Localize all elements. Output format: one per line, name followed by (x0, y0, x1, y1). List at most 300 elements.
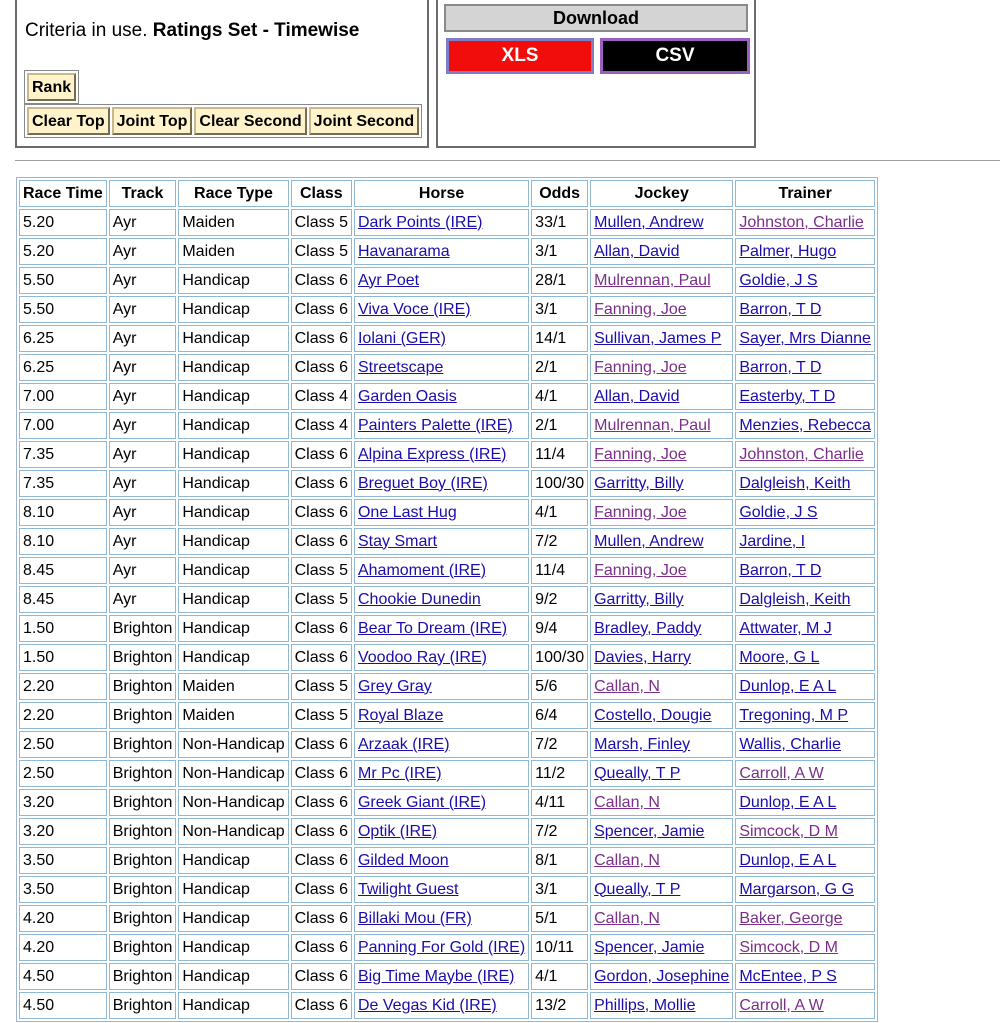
cell-race-type: Handicap (178, 586, 288, 613)
trainer-link[interactable]: Johnston, Charlie (739, 445, 864, 463)
horse-link[interactable]: Twilight Guest (357, 880, 459, 898)
trainer-link[interactable]: McEntee, P S (739, 967, 837, 985)
cell-race-time: 6.25 (19, 325, 107, 352)
cell-track: Ayr (109, 557, 177, 584)
cell-horse (354, 905, 529, 932)
table-row (19, 441, 875, 468)
table-row (19, 731, 875, 758)
header-class: Class (291, 180, 352, 207)
clear-top-button[interactable]: Clear Top (27, 107, 110, 135)
cell-race-time: 4.20 (19, 905, 107, 932)
cell-horse (354, 238, 529, 265)
cell-race-time: 3.50 (19, 876, 107, 903)
cell-track: Ayr (109, 528, 177, 555)
horse-link[interactable]: Havanarama (357, 242, 450, 260)
cell-odds: 4/11 (531, 789, 588, 816)
cell-track: Ayr (109, 267, 177, 294)
cell-jockey (590, 731, 733, 758)
download-panel (436, 0, 756, 148)
cell-class: Class 5 (291, 702, 352, 729)
cell-race-type: Handicap (178, 992, 288, 1019)
cell-jockey (590, 296, 733, 323)
cell-trainer (735, 934, 875, 961)
cell-trainer (735, 992, 875, 1019)
cell-class: Class 4 (291, 383, 352, 410)
header-horse: Horse (354, 180, 529, 207)
cell-trainer (735, 383, 875, 410)
cell-class: Class 5 (291, 586, 352, 613)
cell-trainer (735, 731, 875, 758)
header-odds: Odds (531, 180, 588, 207)
cell-jockey (590, 760, 733, 787)
jockey-link[interactable]: Queally, T P (594, 764, 681, 782)
cell-track: Brighton (109, 876, 177, 903)
table-row (19, 209, 875, 236)
cell-odds: 7/2 (531, 818, 588, 845)
cell-track: Ayr (109, 470, 177, 497)
jockey-link[interactable]: Fanning, Joe (594, 358, 687, 376)
cell-odds: 9/4 (531, 615, 588, 642)
trainer-link[interactable]: Baker, George (739, 909, 843, 927)
cell-race-type: Handicap (178, 934, 288, 961)
cell-jockey (590, 963, 733, 990)
horse-link[interactable]: Optik (IRE) (357, 822, 438, 840)
cell-class: Class 5 (291, 557, 352, 584)
criteria-panel (15, 0, 429, 148)
jockey-link[interactable]: Fanning, Joe (594, 300, 687, 318)
cell-track: Ayr (109, 296, 177, 323)
table-row (19, 702, 875, 729)
cell-odds: 5/1 (531, 905, 588, 932)
horse-link[interactable]: Arzaak (IRE) (357, 735, 450, 753)
jockey-link[interactable]: Mullen, Andrew (594, 532, 704, 550)
trainer-link[interactable]: Johnston, Charlie (739, 213, 864, 231)
jockey-link[interactable]: Callan, N (594, 909, 660, 927)
jockey-link[interactable]: Marsh, Finley (594, 735, 691, 753)
cell-race-type: Handicap (178, 557, 288, 584)
cell-track: Ayr (109, 325, 177, 352)
cell-odds: 8/1 (531, 847, 588, 874)
jockey-link[interactable]: Mulrennan, Paul (594, 416, 711, 434)
cell-trainer (735, 644, 875, 671)
cell-trainer (735, 615, 875, 642)
trainer-link[interactable]: Goldie, J S (739, 271, 818, 289)
trainer-link[interactable]: Easterby, T D (739, 387, 836, 405)
rank-button[interactable]: Rank (27, 73, 76, 101)
jockey-link[interactable]: Allan, David (594, 242, 680, 260)
cell-class: Class 6 (291, 528, 352, 555)
trainer-link[interactable]: Carroll, A W (739, 996, 824, 1014)
cell-track: Ayr (109, 383, 177, 410)
cell-race-time: 7.00 (19, 383, 107, 410)
cell-race-time: 2.20 (19, 702, 107, 729)
horse-link[interactable]: Alpina Express (IRE) (357, 445, 507, 463)
table-row (19, 789, 875, 816)
trainer-link[interactable]: Barron, T D (739, 358, 822, 376)
cell-odds: 13/2 (531, 992, 588, 1019)
rank-group (24, 70, 79, 104)
horse-link[interactable]: De Vegas Kid (IRE) (357, 996, 497, 1014)
horse-link[interactable]: Garden Oasis (357, 387, 457, 405)
cell-track: Brighton (109, 760, 177, 787)
jockey-link[interactable]: Callan, N (594, 793, 660, 811)
cell-race-type: Handicap (178, 354, 288, 381)
jockey-link[interactable]: Fanning, Joe (594, 445, 687, 463)
cell-odds: 14/1 (531, 325, 588, 352)
cell-race-time: 2.20 (19, 673, 107, 700)
table-row (19, 557, 875, 584)
trainer-link[interactable]: Attwater, M J (739, 619, 832, 637)
cell-trainer (735, 557, 875, 584)
cell-horse (354, 412, 529, 439)
cell-race-type: Handicap (178, 296, 288, 323)
cell-class: Class 6 (291, 963, 352, 990)
cell-class: Class 6 (291, 905, 352, 932)
cell-race-time: 1.50 (19, 644, 107, 671)
horse-link[interactable]: Iolani (GER) (357, 329, 447, 347)
results-table (16, 177, 878, 1022)
cell-horse (354, 383, 529, 410)
cell-track: Brighton (109, 615, 177, 642)
cell-odds: 10/11 (531, 934, 588, 961)
cell-horse (354, 528, 529, 555)
horse-link[interactable]: Streetscape (357, 358, 444, 376)
cell-class: Class 6 (291, 441, 352, 468)
cell-race-type: Handicap (178, 963, 288, 990)
cell-race-time: 4.50 (19, 992, 107, 1019)
cell-trainer (735, 499, 875, 526)
cell-race-time: 4.50 (19, 963, 107, 990)
cell-class: Class 6 (291, 470, 352, 497)
cell-race-type: Handicap (178, 470, 288, 497)
cell-jockey (590, 441, 733, 468)
cell-jockey (590, 992, 733, 1019)
cell-jockey (590, 354, 733, 381)
cell-horse (354, 586, 529, 613)
cell-odds: 11/2 (531, 760, 588, 787)
cell-trainer (735, 325, 875, 352)
jockey-link[interactable]: Phillips, Mollie (594, 996, 696, 1014)
cell-horse (354, 325, 529, 352)
trainer-link[interactable]: Dunlop, E A L (739, 793, 837, 811)
cell-race-type: Maiden (178, 238, 288, 265)
cell-jockey (590, 209, 733, 236)
cell-trainer (735, 963, 875, 990)
jockey-link[interactable]: Fanning, Joe (594, 561, 687, 579)
cell-track: Brighton (109, 963, 177, 990)
table-row (19, 238, 875, 265)
cell-track: Brighton (109, 644, 177, 671)
table-row (19, 470, 875, 497)
cell-horse (354, 818, 529, 845)
cell-trainer (735, 760, 875, 787)
cell-class: Class 6 (291, 615, 352, 642)
cell-horse (354, 615, 529, 642)
trainer-link[interactable]: Dalgleish, Keith (739, 590, 851, 608)
cell-race-type: Handicap (178, 876, 288, 903)
cell-horse (354, 267, 529, 294)
cell-horse (354, 731, 529, 758)
cell-trainer (735, 354, 875, 381)
cell-horse (354, 499, 529, 526)
cell-odds: 2/1 (531, 354, 588, 381)
cell-race-time: 2.50 (19, 731, 107, 758)
horse-link[interactable]: Gilded Moon (357, 851, 449, 869)
cell-race-time: 8.10 (19, 499, 107, 526)
criteria-prefix: Criteria in use. (25, 20, 148, 41)
horse-link[interactable]: Chookie Dunedin (357, 590, 481, 608)
cell-odds: 100/30 (531, 644, 588, 671)
horse-link[interactable]: Viva Voce (IRE) (357, 300, 471, 318)
jockey-link[interactable]: Gordon, Josephine (594, 967, 730, 985)
cell-jockey (590, 934, 733, 961)
jockey-link[interactable]: Allan, David (594, 387, 680, 405)
cell-odds: 5/6 (531, 673, 588, 700)
cell-horse (354, 934, 529, 961)
table-row (19, 934, 875, 961)
cell-trainer (735, 673, 875, 700)
cell-race-time: 5.50 (19, 267, 107, 294)
cell-race-time: 4.20 (19, 934, 107, 961)
horse-link[interactable]: Breguet Boy (IRE) (357, 474, 488, 492)
cell-track: Brighton (109, 789, 177, 816)
table-row (19, 847, 875, 874)
trainer-link[interactable]: Dunlop, E A L (739, 677, 837, 695)
jockey-link[interactable]: Fanning, Joe (594, 503, 687, 521)
cell-trainer (735, 441, 875, 468)
cell-horse (354, 470, 529, 497)
trainer-link[interactable]: Palmer, Hugo (739, 242, 837, 260)
xls-download-button[interactable]: XLS (446, 38, 594, 74)
horse-link[interactable]: Billaki Mou (FR) (357, 909, 472, 927)
horse-link[interactable]: Big Time Maybe (IRE) (357, 967, 515, 985)
cell-race-type: Handicap (178, 528, 288, 555)
jockey-link[interactable]: Callan, N (594, 851, 660, 869)
horse-link[interactable]: Dark Points (IRE) (357, 213, 483, 231)
cell-class: Class 6 (291, 992, 352, 1019)
trainer-link[interactable]: Menzies, Rebecca (739, 416, 871, 434)
cell-horse (354, 296, 529, 323)
cell-track: Brighton (109, 992, 177, 1019)
cell-race-time: 8.45 (19, 557, 107, 584)
horse-link[interactable]: Grey Gray (357, 677, 432, 695)
horse-link[interactable]: Painters Palette (IRE) (357, 416, 513, 434)
joint-top-button[interactable]: Joint Top (112, 107, 193, 135)
jockey-link[interactable]: Costello, Dougie (594, 706, 712, 724)
cell-horse (354, 441, 529, 468)
jockey-link[interactable]: Davies, Harry (594, 648, 692, 666)
cell-jockey (590, 325, 733, 352)
horse-link[interactable]: Greek Giant (IRE) (357, 793, 487, 811)
horse-link[interactable]: Stay Smart (357, 532, 438, 550)
table-row (19, 876, 875, 903)
table-row (19, 905, 875, 932)
cell-jockey (590, 789, 733, 816)
cell-class: Class 6 (291, 325, 352, 352)
cell-class: Class 6 (291, 760, 352, 787)
jockey-link[interactable]: Spencer, Jamie (594, 822, 705, 840)
header-jockey: Jockey (590, 180, 733, 207)
cell-race-type: Handicap (178, 412, 288, 439)
horse-link[interactable]: Royal Blaze (357, 706, 444, 724)
cell-class: Class 6 (291, 818, 352, 845)
jockey-link[interactable]: Mulrennan, Paul (594, 271, 711, 289)
cell-trainer (735, 470, 875, 497)
cell-horse (354, 673, 529, 700)
jockey-link[interactable]: Garritty, Billy (594, 474, 684, 492)
cell-horse (354, 209, 529, 236)
cell-jockey (590, 412, 733, 439)
joint-second-button[interactable]: Joint Second (309, 107, 419, 135)
cell-race-time: 1.50 (19, 615, 107, 642)
cell-horse (354, 963, 529, 990)
jockey-link[interactable]: Mullen, Andrew (594, 213, 704, 231)
table-row (19, 267, 875, 294)
table-row (19, 586, 875, 613)
horse-link[interactable]: Panning For Gold (IRE) (357, 938, 526, 956)
cell-jockey (590, 905, 733, 932)
cell-class: Class 5 (291, 673, 352, 700)
cell-trainer (735, 702, 875, 729)
horse-link[interactable]: One Last Hug (357, 503, 457, 521)
table-row (19, 615, 875, 642)
jockey-link[interactable]: Garritty, Billy (594, 590, 684, 608)
cell-race-type: Handicap (178, 644, 288, 671)
cell-class: Class 6 (291, 876, 352, 903)
cell-race-type: Handicap (178, 383, 288, 410)
cell-horse (354, 702, 529, 729)
horse-link[interactable]: Ayr Poet (357, 271, 420, 289)
cell-trainer (735, 238, 875, 265)
cell-race-type: Handicap (178, 325, 288, 352)
trainer-link[interactable]: Margarson, G G (739, 880, 855, 898)
cell-class: Class 6 (291, 267, 352, 294)
cell-track: Ayr (109, 238, 177, 265)
cell-jockey (590, 557, 733, 584)
cell-class: Class 5 (291, 238, 352, 265)
criteria-buttons (24, 104, 422, 138)
cell-track: Ayr (109, 209, 177, 236)
horse-link[interactable]: Voodoo Ray (IRE) (357, 648, 487, 666)
trainer-link[interactable]: Moore, G L (739, 648, 820, 666)
table-row (19, 383, 875, 410)
cell-track: Brighton (109, 673, 177, 700)
cell-race-type: Maiden (178, 673, 288, 700)
cell-horse (354, 847, 529, 874)
cell-odds: 4/1 (531, 499, 588, 526)
cell-track: Brighton (109, 905, 177, 932)
cell-race-time: 3.20 (19, 818, 107, 845)
cell-class: Class 6 (291, 354, 352, 381)
cell-class: Class 6 (291, 789, 352, 816)
trainer-link[interactable]: Dalgleish, Keith (739, 474, 851, 492)
trainer-link[interactable]: Simcock, D M (739, 938, 838, 956)
cell-horse (354, 557, 529, 584)
clear-second-button[interactable]: Clear Second (194, 107, 306, 135)
cell-race-time: 2.50 (19, 760, 107, 787)
cell-race-time: 3.50 (19, 847, 107, 874)
cell-odds: 2/1 (531, 412, 588, 439)
cell-jockey (590, 586, 733, 613)
download-title: Download (444, 4, 748, 32)
cell-odds: 4/1 (531, 963, 588, 990)
trainer-link[interactable]: Barron, T D (739, 300, 822, 318)
cell-class: Class 6 (291, 934, 352, 961)
trainer-link[interactable]: Carroll, A W (739, 764, 824, 782)
trainer-link[interactable]: Barron, T D (739, 561, 822, 579)
cell-trainer (735, 267, 875, 294)
cell-track: Ayr (109, 499, 177, 526)
cell-trainer (735, 876, 875, 903)
cell-race-time: 6.25 (19, 354, 107, 381)
trainer-link[interactable]: Dunlop, E A L (739, 851, 837, 869)
cell-track: Brighton (109, 731, 177, 758)
cell-jockey (590, 383, 733, 410)
trainer-link[interactable]: Jardine, I (739, 532, 806, 550)
cell-track: Brighton (109, 818, 177, 845)
jockey-link[interactable]: Sullivan, James P (594, 329, 722, 347)
table-row (19, 760, 875, 787)
jockey-link[interactable]: Spencer, Jamie (594, 938, 705, 956)
table-row (19, 818, 875, 845)
cell-horse (354, 354, 529, 381)
table-row (19, 499, 875, 526)
csv-download-button[interactable]: CSV (600, 38, 750, 74)
trainer-link[interactable]: Goldie, J S (739, 503, 818, 521)
horse-link[interactable]: Mr Pc (IRE) (357, 764, 442, 782)
header-race-time: Race Time (19, 180, 107, 207)
cell-odds: 7/2 (531, 528, 588, 555)
cell-odds: 11/4 (531, 557, 588, 584)
cell-race-type: Handicap (178, 905, 288, 932)
header-trainer: Trainer (735, 180, 875, 207)
jockey-link[interactable]: Queally, T P (594, 880, 681, 898)
cell-class: Class 6 (291, 644, 352, 671)
cell-jockey (590, 876, 733, 903)
cell-odds: 28/1 (531, 267, 588, 294)
cell-trainer (735, 847, 875, 874)
jockey-link[interactable]: Callan, N (594, 677, 660, 695)
cell-jockey (590, 673, 733, 700)
horse-link[interactable]: Ahamoment (IRE) (357, 561, 487, 579)
trainer-link[interactable]: Wallis, Charlie (739, 735, 841, 753)
trainer-link[interactable]: Tregoning, M P (739, 706, 849, 724)
cell-odds: 3/1 (531, 876, 588, 903)
cell-odds: 7/2 (531, 731, 588, 758)
cell-class: Class 6 (291, 499, 352, 526)
cell-horse (354, 644, 529, 671)
cell-jockey (590, 470, 733, 497)
trainer-link[interactable]: Simcock, D M (739, 822, 838, 840)
cell-race-type: Handicap (178, 615, 288, 642)
cell-trainer (735, 209, 875, 236)
cell-track: Ayr (109, 441, 177, 468)
cell-jockey (590, 267, 733, 294)
trainer-link[interactable]: Sayer, Mrs Dianne (739, 329, 871, 347)
cell-track: Ayr (109, 412, 177, 439)
jockey-link[interactable]: Bradley, Paddy (594, 619, 702, 637)
cell-race-type: Handicap (178, 847, 288, 874)
cell-race-type: Non-Handicap (178, 818, 288, 845)
cell-race-time: 8.10 (19, 528, 107, 555)
cell-odds: 11/4 (531, 441, 588, 468)
horse-link[interactable]: Bear To Dream (IRE) (357, 619, 508, 637)
cell-jockey (590, 702, 733, 729)
cell-race-type: Non-Handicap (178, 789, 288, 816)
criteria-name: Ratings Set - Timewise (152, 20, 360, 41)
cell-race-time: 7.00 (19, 412, 107, 439)
cell-odds: 6/4 (531, 702, 588, 729)
